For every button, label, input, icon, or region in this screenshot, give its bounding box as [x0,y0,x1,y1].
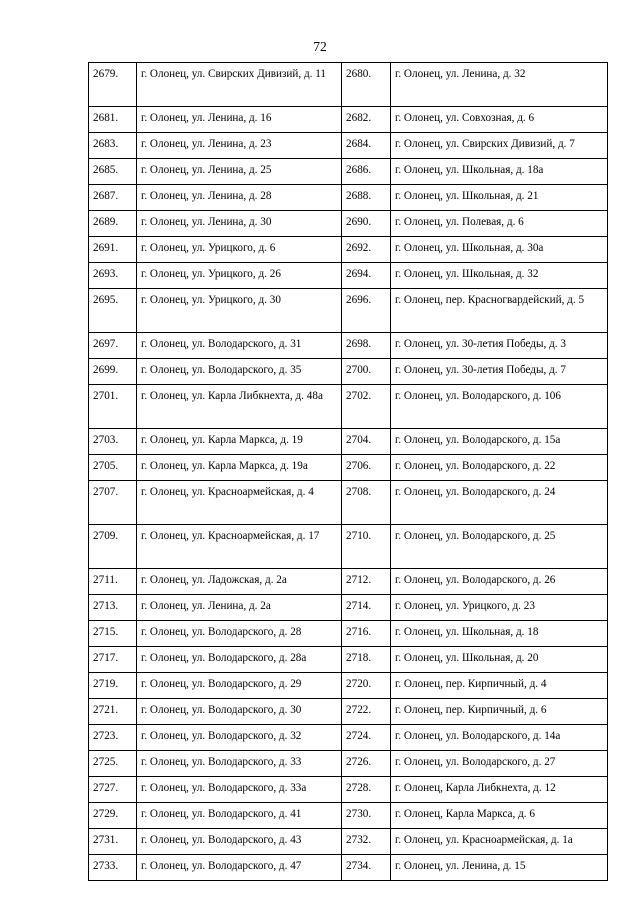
address-left: г. Олонец, ул. Карла Маркса, д. 19 [137,429,342,455]
address-right: г. Олонец, ул. Совхозная, д. 6 [391,107,608,133]
address-left: г. Олонец, ул. Володарского, д. 31 [137,333,342,359]
row-number-right: 2680. [342,63,391,107]
address-left: г. Олонец, ул. Ленина, д. 2а [137,595,342,621]
row-number-left: 2721. [89,699,137,725]
address-right: г. Олонец, ул. Володарского, д. 26 [391,569,608,595]
address-left: г. Олонец, ул. Свирских Дивизий, д. 11 [137,63,342,107]
table-row [89,237,608,263]
row-number-left: 2697. [89,333,137,359]
row-number-right: 2712. [342,569,391,595]
address-right: г. Олонец, ул. Ленина, д. 32 [391,63,608,107]
table-row [89,725,608,751]
address-left: г. Олонец, ул. Володарского, д. 28а [137,647,342,673]
row-number-left: 2703. [89,429,137,455]
row-number-right: 2706. [342,455,391,481]
address-right: г. Олонец, ул. Школьная, д. 18 [391,621,608,647]
address-left: г. Олонец, ул. Володарского, д. 35 [137,359,342,385]
row-number-left: 2701. [89,385,137,429]
address-table-body [89,63,608,881]
table-row [89,133,608,159]
table-row [89,159,608,185]
row-number-right: 2710. [342,525,391,569]
table-row [89,829,608,855]
address-right: г. Олонец, ул. Урицкого, д. 23 [391,595,608,621]
address-right: г. Олонец, ул. Ленина, д. 15 [391,855,608,881]
address-right: г. Олонец, Карла Маркса, д. 6 [391,803,608,829]
row-number-left: 2709. [89,525,137,569]
table-row [89,289,608,333]
address-left: г. Олонец, ул. Красноармейская, д. 17 [137,525,342,569]
table-row [89,263,608,289]
row-number-left: 2731. [89,829,137,855]
address-left: г. Олонец, ул. Ленина, д. 30 [137,211,342,237]
row-number-right: 2686. [342,159,391,185]
row-number-left: 2723. [89,725,137,751]
row-number-right: 2720. [342,673,391,699]
row-number-left: 2685. [89,159,137,185]
address-left: г. Олонец, ул. Ленина, д. 16 [137,107,342,133]
address-left: г. Олонец, ул. Карла Либкнехта, д. 48а [137,385,342,429]
row-number-left: 2717. [89,647,137,673]
address-right: г. Олонец, ул. Володарского, д. 24 [391,481,608,525]
table-row [89,63,608,107]
row-number-right: 2734. [342,855,391,881]
address-left: г. Олонец, ул. Володарского, д. 32 [137,725,342,751]
row-number-right: 2682. [342,107,391,133]
address-left: г. Олонец, ул. Ленина, д. 25 [137,159,342,185]
address-right: г. Олонец, пер. Кирпичный, д. 6 [391,699,608,725]
row-number-right: 2726. [342,751,391,777]
address-left: г. Олонец, ул. Ладожская, д. 2а [137,569,342,595]
address-right: г. Олонец, ул. Школьная, д. 18а [391,159,608,185]
table-row [89,595,608,621]
row-number-right: 2728. [342,777,391,803]
table-row [89,481,608,525]
row-number-right: 2702. [342,385,391,429]
table-row [89,699,608,725]
table-row [89,107,608,133]
row-number-right: 2714. [342,595,391,621]
row-number-right: 2684. [342,133,391,159]
row-number-right: 2704. [342,429,391,455]
address-right: г. Олонец, ул. Школьная, д. 21 [391,185,608,211]
table-row [89,621,608,647]
address-left: г. Олонец, ул. Урицкого, д. 26 [137,263,342,289]
row-number-left: 2711. [89,569,137,595]
row-number-left: 2725. [89,751,137,777]
row-number-left: 2729. [89,803,137,829]
address-right: г. Олонец, пер. Кирпичный, д. 4 [391,673,608,699]
row-number-left: 2693. [89,263,137,289]
row-number-left: 2683. [89,133,137,159]
address-left: г. Олонец, ул. Ленина, д. 28 [137,185,342,211]
row-number-right: 2708. [342,481,391,525]
address-right: г. Олонец, ул. 30-летия Победы, д. 3 [391,333,608,359]
address-right: г. Олонец, ул. Володарского, д. 106 [391,385,608,429]
address-right: г. Олонец, ул. Володарского, д. 22 [391,455,608,481]
table-row [89,333,608,359]
address-left: г. Олонец, ул. Володарского, д. 43 [137,829,342,855]
table-row [89,359,608,385]
address-left: г. Олонец, ул. Володарского, д. 28 [137,621,342,647]
table-row [89,803,608,829]
address-left: г. Олонец, ул. Володарского, д. 47 [137,855,342,881]
address-right: г. Олонец, ул. Школьная, д. 20 [391,647,608,673]
address-left: г. Олонец, ул. Ленина, д. 23 [137,133,342,159]
row-number-left: 2713. [89,595,137,621]
address-right: г. Олонец, ул. Полевая, д. 6 [391,211,608,237]
row-number-right: 2690. [342,211,391,237]
address-left: г. Олонец, ул. Красноармейская, д. 4 [137,481,342,525]
page-number: 72 [313,39,327,54]
row-number-left: 2687. [89,185,137,211]
address-left: г. Олонец, ул. Володарского, д. 33 [137,751,342,777]
table-row [89,525,608,569]
address-left: г. Олонец, ул. Володарского, д. 29 [137,673,342,699]
row-number-right: 2718. [342,647,391,673]
row-number-right: 2700. [342,359,391,385]
table-row [89,647,608,673]
address-right: г. Олонец, ул. Володарского, д. 15а [391,429,608,455]
address-left: г. Олонец, ул. Урицкого, д. 30 [137,289,342,333]
table-row [89,751,608,777]
address-left: г. Олонец, ул. Володарского, д. 41 [137,803,342,829]
row-number-right: 2716. [342,621,391,647]
row-number-right: 2724. [342,725,391,751]
address-right: г. Олонец, ул. Школьная, д. 30а [391,237,608,263]
row-number-right: 2692. [342,237,391,263]
address-left: г. Олонец, ул. Карла Маркса, д. 19а [137,455,342,481]
row-number-left: 2719. [89,673,137,699]
address-right: г. Олонец, пер. Красногвардейский, д. 5 [391,289,608,333]
table-row [89,429,608,455]
address-right: г. Олонец, ул. Володарского, д. 27 [391,751,608,777]
address-left: г. Олонец, ул. Володарского, д. 33а [137,777,342,803]
row-number-right: 2694. [342,263,391,289]
address-left: г. Олонец, ул. Урицкого, д. 6 [137,237,342,263]
address-right: г. Олонец, ул. Красноармейская, д. 1а [391,829,608,855]
address-right: г. Олонец, ул. 30-летия Победы, д. 7 [391,359,608,385]
address-right: г. Олонец, ул. Володарского, д. 14а [391,725,608,751]
row-number-left: 2699. [89,359,137,385]
row-number-right: 2730. [342,803,391,829]
row-number-right: 2732. [342,829,391,855]
table-row [89,569,608,595]
address-right: г. Олонец, ул. Володарского, д. 25 [391,525,608,569]
row-number-left: 2689. [89,211,137,237]
row-number-right: 2722. [342,699,391,725]
row-number-left: 2707. [89,481,137,525]
row-number-left: 2679. [89,63,137,107]
address-left: г. Олонец, ул. Володарского, д. 30 [137,699,342,725]
address-right: г. Олонец, ул. Школьная, д. 32 [391,263,608,289]
table-row [89,211,608,237]
table-row [89,385,608,429]
table-row [89,673,608,699]
row-number-right: 2696. [342,289,391,333]
row-number-left: 2705. [89,455,137,481]
row-number-left: 2727. [89,777,137,803]
row-number-left: 2695. [89,289,137,333]
row-number-left: 2733. [89,855,137,881]
table-row [89,777,608,803]
address-right: г. Олонец, ул. Свирских Дивизий, д. 7 [391,133,608,159]
row-number-right: 2698. [342,333,391,359]
row-number-left: 2691. [89,237,137,263]
table-row [89,185,608,211]
row-number-right: 2688. [342,185,391,211]
table-row [89,455,608,481]
table-row [89,855,608,881]
address-right: г. Олонец, Карла Либкнехта, д. 12 [391,777,608,803]
address-table [88,62,608,881]
row-number-left: 2681. [89,107,137,133]
row-number-left: 2715. [89,621,137,647]
